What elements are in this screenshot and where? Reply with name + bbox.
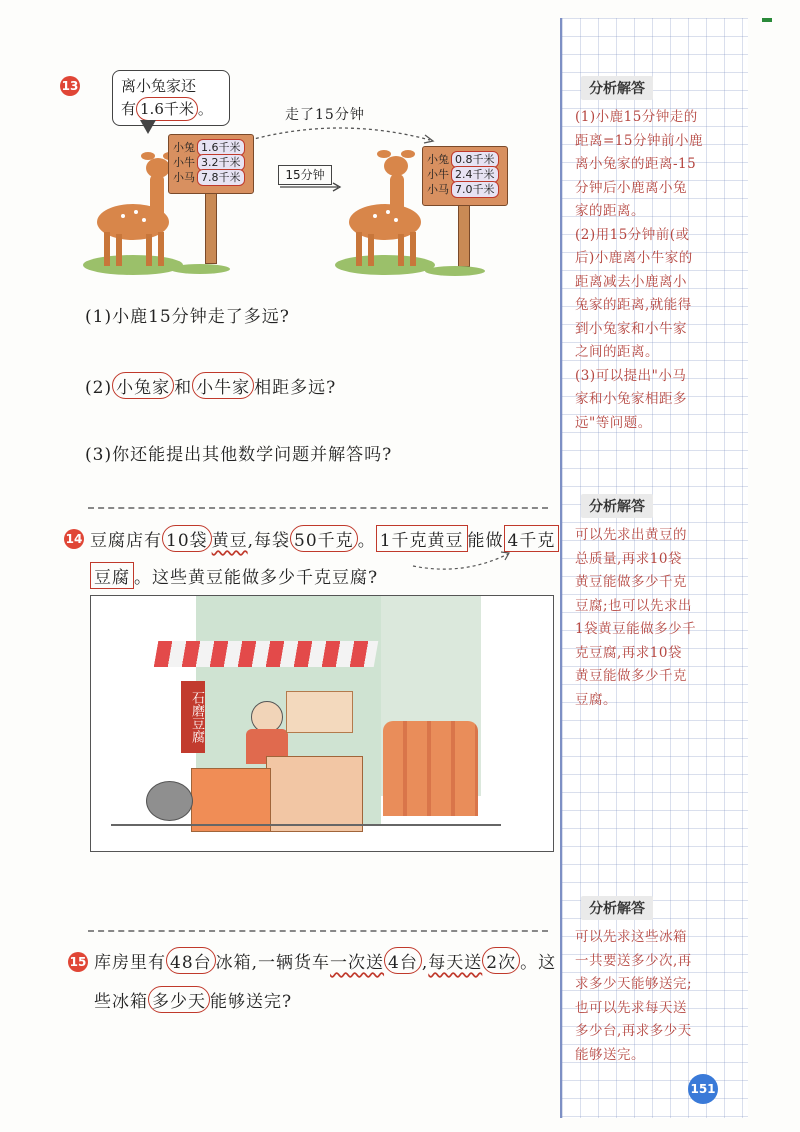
tofu-trays — [286, 691, 353, 733]
analysis-text-14: 可以先求出黄豆的 总质量,再求10袋 黄豆能做多少千克 豆腐;也可以先求出 1袋黄豆能做多少千 克豆腐,再求10袋 黄豆能做多少千克 豆腐。 — [575, 527, 697, 708]
q13-sub3: (3)你还能提出其他数学问题并解答吗? — [85, 445, 393, 465]
circled-48-units: 48台 — [166, 947, 216, 974]
question-number-15: 15 — [68, 952, 88, 972]
sign-after-row: 小牛 2.4千米 — [423, 166, 507, 181]
analysis-title: 分析解答 — [581, 896, 653, 920]
boxed-four-kg: 4千克 — [504, 525, 560, 552]
sign-after-row: 小兔 0.8千米 — [423, 151, 507, 166]
sign-before-row: 小牛 3.2千米 — [169, 154, 253, 169]
q13-sub2: (2) 小兔家 和 小牛家 相距多远? — [85, 372, 336, 399]
grass-after — [425, 266, 485, 276]
stone-mill — [146, 781, 193, 821]
bubble-line-2: 有 1.6千米 。 — [121, 97, 221, 121]
sign-before-row: 小兔 1.6千米 — [169, 139, 253, 154]
soybean-bags — [383, 721, 478, 816]
shop-counter — [191, 768, 271, 832]
separator — [88, 507, 548, 509]
question-number-13: 13 — [60, 76, 80, 96]
corner-mark — [762, 18, 772, 22]
analysis-text-15: 可以先求这些冰箱 一共要送多少次,再 求多少天能够送完; 也可以先求每天送 多少台,再求多少天 能够送完。 — [575, 929, 693, 1063]
circled-fifty-kg: 50千克 — [290, 525, 358, 552]
tofu-counter — [266, 756, 363, 832]
bubble-tail — [140, 120, 156, 134]
sign-before-row: 小马 7.8千米 — [169, 169, 253, 184]
separator — [88, 930, 548, 932]
sign-after-row: 小马 7.0千米 — [423, 181, 507, 196]
circled-4-units: 4台 — [384, 947, 422, 974]
q13-sub1: (1)小鹿15分钟走了多远? — [85, 307, 290, 327]
awning — [154, 641, 379, 667]
shop-sign: 石磨豆腐 — [181, 681, 205, 753]
q14-line-2: 豆腐 。这些黄豆能做多少千克豆腐? — [90, 562, 378, 589]
bubble-line-1: 离小兔家还 — [121, 77, 197, 95]
analysis-title: 分析解答 — [581, 494, 653, 518]
circled-ten-bags: 10袋 — [162, 525, 212, 552]
page-number: 151 — [688, 1074, 718, 1104]
dotted-link-arrow — [408, 548, 518, 574]
grass-before — [170, 264, 230, 274]
analysis-box-15 — [575, 896, 735, 1067]
analysis-title: 分析解答 — [581, 76, 653, 100]
walk-label: 走了15分钟 — [285, 107, 365, 123]
q14-line-1: 豆腐店有 10袋 黄豆,每袋 50千克 。 1千克黄豆 能做 4千克 — [90, 525, 559, 552]
analysis-text-13: (1)小鹿15分钟走的 距离=15分钟前小鹿 离小兔家的距离-15 分钟后小鹿离小兔 家的距离。 (2)用15分钟前(或 后)小鹿离小牛家的 距离减去小鹿离小 兔家的距离,就能得 到小兔家和小牛家 之间的距离。 (3)可以提出"小马 家和小兔家相距多 远"等问题。 — [575, 109, 703, 431]
circled-rabbit-home: 小兔家 — [112, 372, 174, 399]
circled-cow-home: 小牛家 — [192, 372, 254, 399]
circled-how-many-days: 多少天 — [148, 986, 210, 1013]
sign-before — [168, 134, 254, 194]
floor-line — [111, 824, 501, 826]
sign-after — [422, 146, 508, 206]
tofu-shop-illustration — [90, 595, 554, 852]
speech-bubble — [112, 70, 230, 126]
analysis-box-14 — [575, 494, 735, 712]
boxed-one-kg-soybean: 1千克黄豆 — [376, 525, 468, 552]
question-number-14: 14 — [64, 529, 84, 549]
q15-line-1: 库房里有 48台 冰箱,一辆货车一次送 4台 ,每天送 2次 。这 — [94, 947, 556, 974]
analysis-box-13 — [575, 76, 735, 435]
boxed-tofu: 豆腐 — [90, 562, 134, 589]
circled-2-times: 2次 — [482, 947, 520, 974]
bubble-distance: 1.6千米 — [136, 97, 198, 121]
time-arrow-label: 15分钟 — [278, 165, 332, 185]
q15-line-2: 些冰箱 多少天 能够送完? — [94, 986, 292, 1013]
